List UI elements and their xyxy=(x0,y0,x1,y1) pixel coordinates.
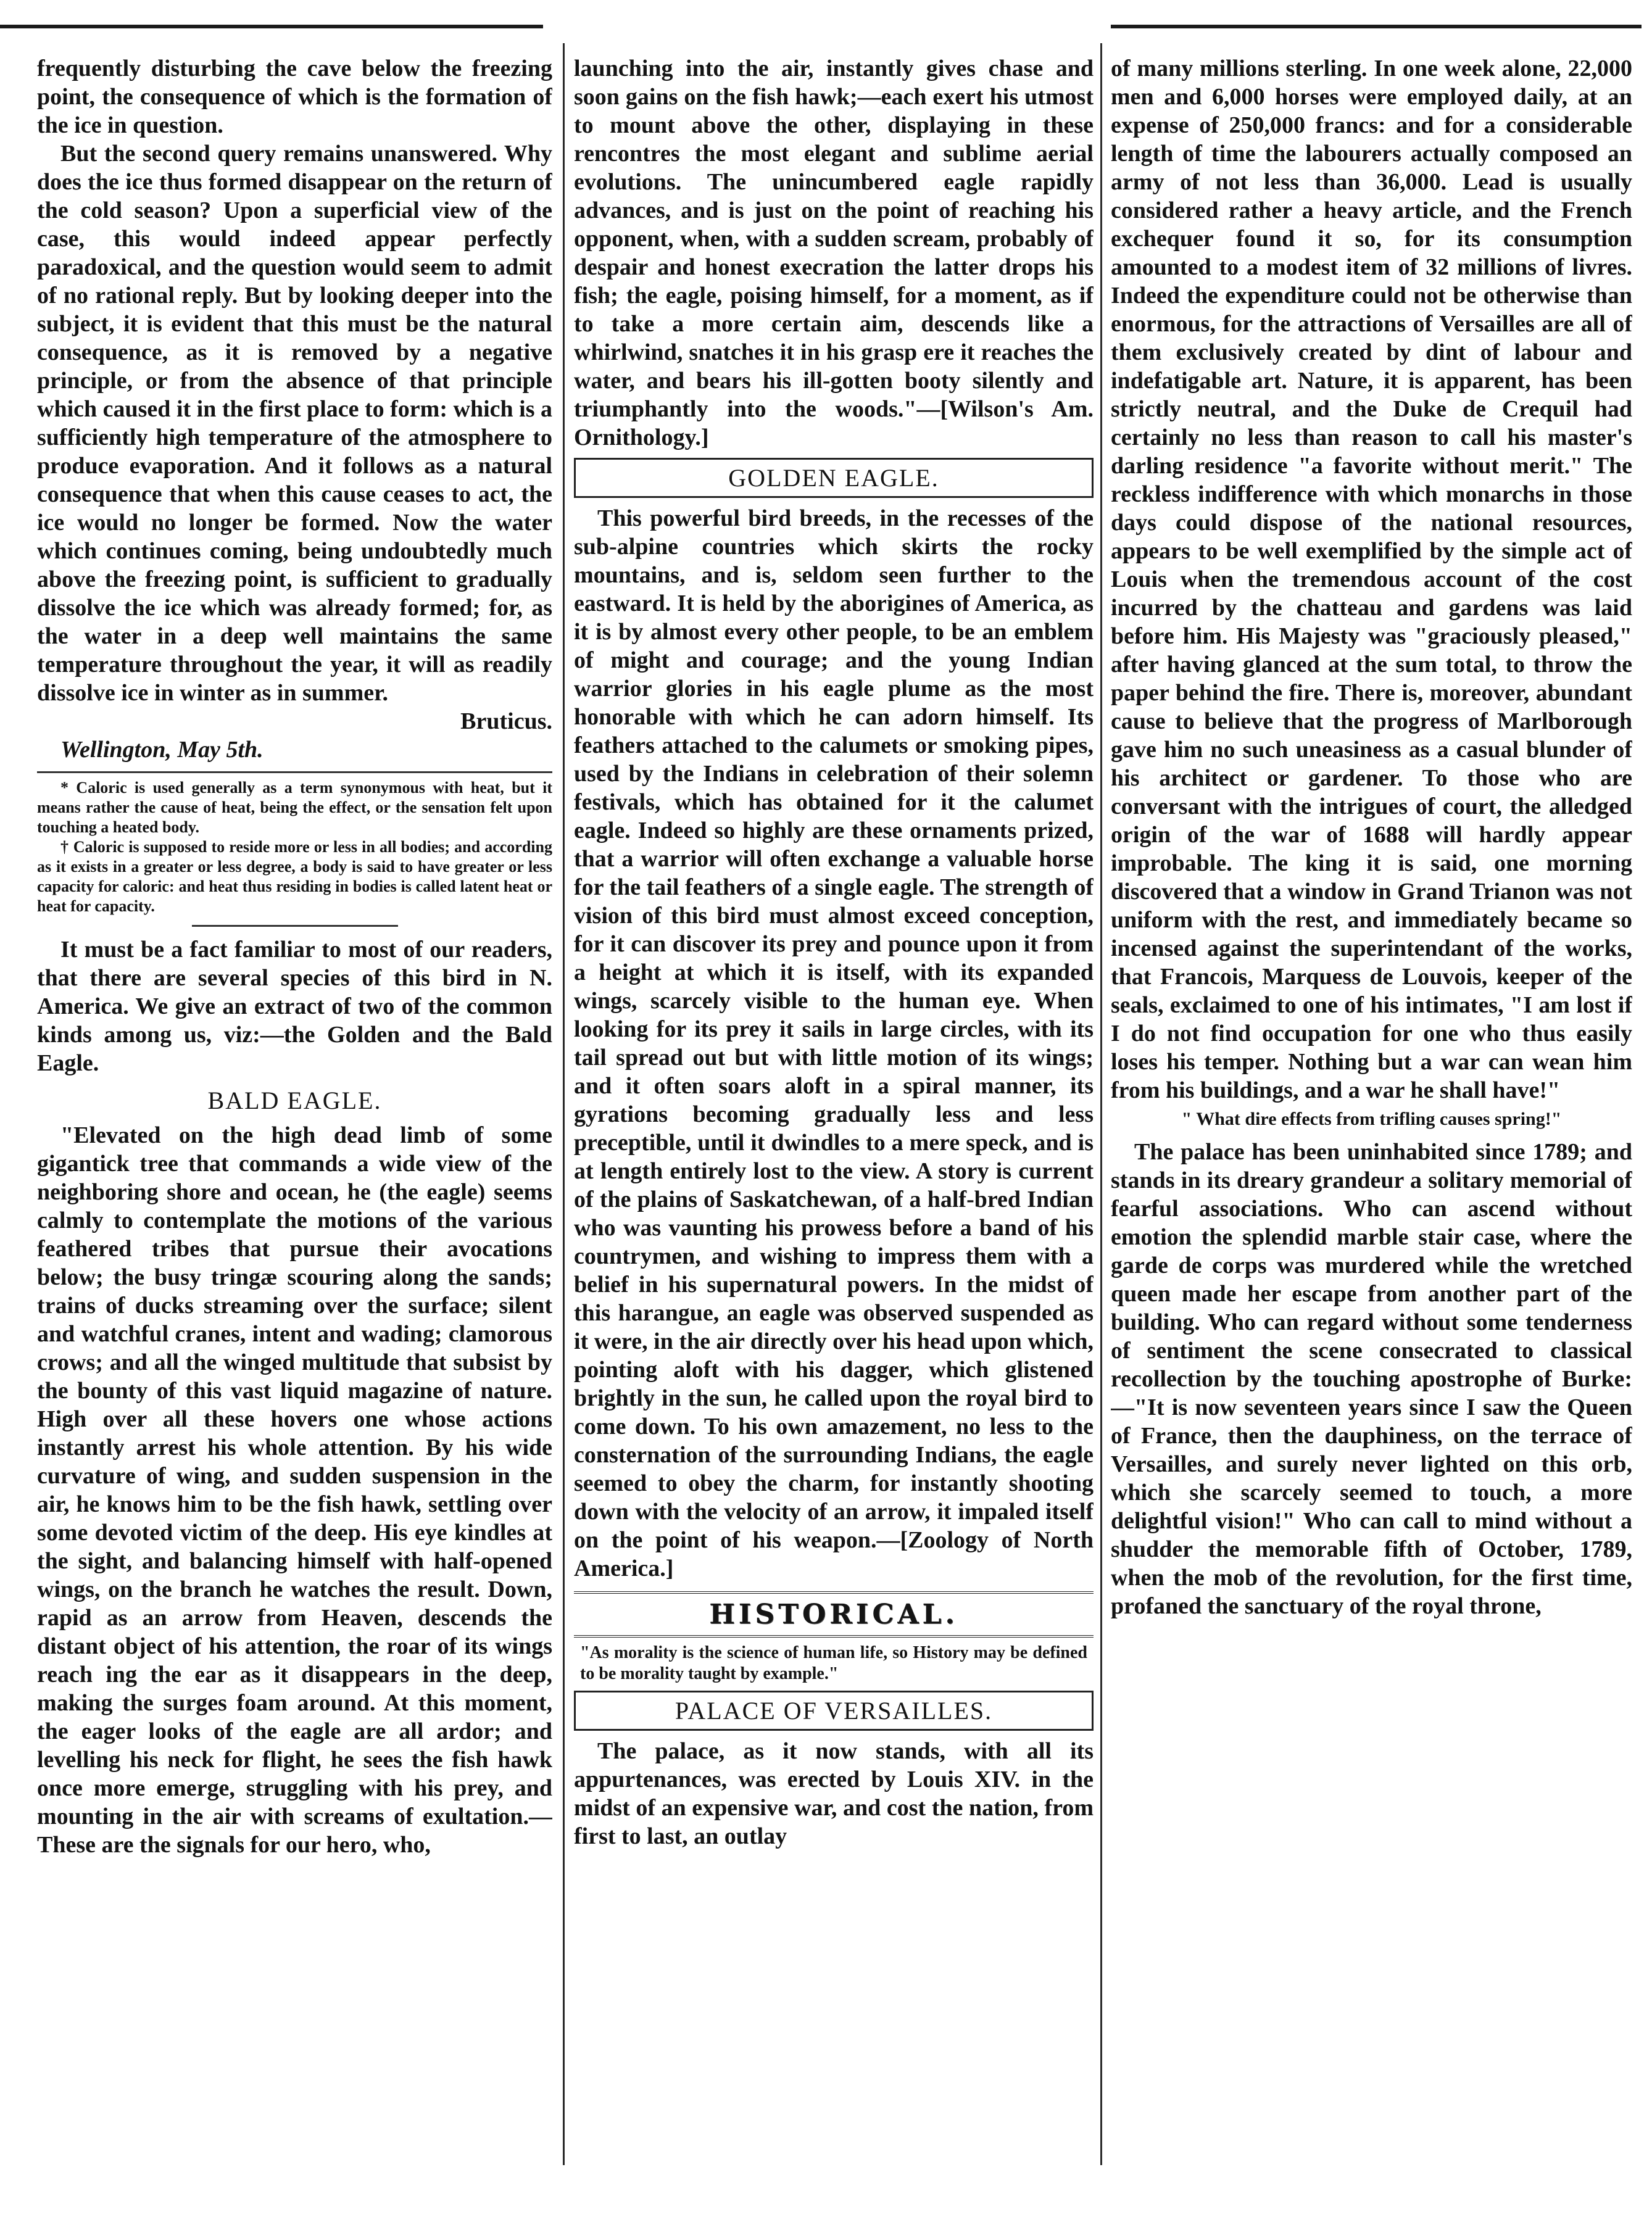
top-rule-right xyxy=(1111,25,1642,28)
bald-eagle-text: "Elevated on the high dead limb of some gigantick tree that commands a wide view of the neighboring shore and ocean, he (the eagle) seems calmly to contemplate the motions of the various feathered tribes that pursue their avocations below; the busy tringæ scouring along the sands; trains of ducks streaming over the surface; silent and watchful cranes, intent and wading; clamorous crows; and all the winged multitude that subsist by the bounty of this vast liquid magazine of nature. High over all these hovers one whose actions instantly arrest his whole attention. By his wide curvature of wing, and sudden suspension in the air, he knows him to be the fish hawk, settling over some devoted victim of the deep. His eye kindles at the sight, and balancing himself with half-opened wings, on the branch he watches the result. Down, rapid as an arrow from Heaven, descends the distant object of his attention, the roar of its wings reach ing the ear as it disappears in the deep, making the surges foam around. At this moment, the eager looks of the eagle are all ardor; and levelling his neck for flight, he sees the fish hawk once more emerge, struggling with his prey, and mounting in the air with screams of exultation.—These are the signals for our hero, who, xyxy=(37,1122,552,1858)
versailles-text: The palace, as it now stands, with all its appurtenances, was erected by Louis XIV. in the midst of an expensive war, and cost the nation, from first to last, an outlay xyxy=(574,1738,1094,1849)
eagle-intro: It must be a fact familiar to most of our readers, that there are several species of this bird in N. America. We give an extract of two of the common kinds among us, viz:—the Golden and the Bald Eagle. xyxy=(37,937,552,1076)
versailles-continued: of many millions sterling. In one week alone, 22,000 men and 6,000 horses were employed daily, at an expense of 250,000 francs: and for a considerable length of time the labourers actually composed an army of not less than 36,000. Lead is usually considered rather a heavy article, and the French exchequer found it so, for its consumption amounted to a modest item of 32 millions of livres. Indeed the expenditure could not be otherwise than enormous, for the attractions of Versailles are all of them exclusively created by dint of labour and indefatigable art. Nature, it is apparent, has been strictly neutral, and the Duke de Crequil had certainly no less than reason to call his master's darling residence "a favorite without merit." The reckless indifference with which monarchs in those days could dispose of the national resources, appears to be well exemplified by the simple act of Louis when the tremendous account of the cost incurred by the chatteau and gardens was laid before him. His Majesty was "graciously pleased," after having glanced at the sum total, to throw the paper behind the fire. There is, moreover, abundant cause to believe that the progress of Marlborough gave him no such uneasiness as a casual blunder of his architect or gardener. To those who are conversant with the intrigues of court, the alledged origin of the war of 1688 will hardly appear improbable. The king it is said, one morning discovered that a window in Grand Trianon was not uniform with the rest, and immediately became so incensed against the superintendant of the works, that Francois, Marquess de Louvois, keeper of the seals, exclaimed to one of his intimates, "I am lost if I do not find occupation for one who thus easily loses his temper. Nothing but a war can wean him from his buildings, and a war he shall have!" xyxy=(1111,56,1632,1103)
bald-eagle-heading: BALD EAGLE. xyxy=(207,1087,382,1114)
column-divider-2 xyxy=(1100,43,1102,2165)
golden-eagle-text: This powerful bird breeds, in the recesses of the sub-alpine countries which skirts the rocky mountains, and is, seldom seen further to the eastward. It is held by the aborigines of America, as it is by almost every other people, to be an emblem of might and courage; and the young Indian warrior glories in his eagle plume as the most honorable with which he can adorn himself. Its feathers attached to the calumets or smoking pipes, used by the Indians in celebration of their solemn festivals, which has obtained for it the calumet eagle. Indeed so highly are these ornaments prized, that a warrior will often exchange a valuable horse for the tail feathers of a single eagle. The strength of vision of this bird must almost exceed conception, for it can discover its prey and pounce upon it from a height at which it is itself, with its expanded wings, scarcely visible to the human eye. When looking for its prey it sails in large circles, with its tail spread out but with little motion of its wings; and it often soars aloft in a spiral manner, its gyrations becoming gradually less and less preceptible, until it dwindles to a mere speck, and is at length entirely lost to the view. A story is current of the plains of Saskatchewan, of a half-bred Indian who was vaunting his prowess before a band of his countrymen, and wishing to impress them with a belief in his supernatural powers. In the midst of this harangue, an eagle was observed suspended as it were, in the air directly over his head upon which, pointing aloft with his dagger, which glistened brightly in the sun, he called upon the royal bird to come down. To his own amazement, no less to the consternation of the surrounding Indians, the eagle seemed to obey the charm, for instantly shooting down with the velocity of an arrow, it impaled itself on the point of his weapon.—[Zoology of North America.] xyxy=(574,505,1094,1581)
author-signature: Bruticus. xyxy=(460,708,552,734)
ice-article-paragraph: But the second query remains unanswered. Why does the ice thus formed disappear on the return of the cold season? Upon a superficial view of the case, this would indeed appear perfectly paradoxical, and the question would seem to admit of no rational reply. But by looking deeper into the subject, it is evident that this must be the natural consequence, as it is removed by a negative principle, or from the absence of that principle which caused it in the first place to form: which is a sufficiently high temperature of the atmosphere to produce evaporation. And it follows as a natural consequence that when this cause ceases to act, the ice would no longer be formed. Now the water which continues coming, being undoubtedly much above the freezing point, is sufficient to gradually dissolve the ice which was already formed; for, as the water in a deep well maintains the same temperature throughout the year, it will as readily dissolve ice in winter as in summer. xyxy=(37,141,552,706)
golden-eagle-heading: GOLDEN EAGLE. xyxy=(728,464,939,492)
bald-eagle-continued: launching into the air, instantly gives chase and soon gains on the fish hawk;—each exert his utmost to mount above the other, displaying in these rencontres the most elegant and sublime aerial evolutions. The unincumbered eagle rapidly advances, and is just on the point of reaching his opponent, when, with a sudden scream, probably of despair and honest execration the latter drops his fish; the eagle, poising himself, for a moment, as if to take a more certain aim, descends like a whirlwind, snatches it in his grasp ere it reaches the water, and bears his ill-gotten booty silently and triumphantly into the woods."—[Wilson's Am. Ornithology.] xyxy=(574,56,1094,450)
historical-banner: HISTORICAL. xyxy=(574,1591,1094,1638)
top-rule-left xyxy=(0,25,543,28)
dateline: Wellington, May 5th. xyxy=(60,737,264,763)
versailles-heading: PALACE OF VERSAILLES. xyxy=(674,1697,993,1725)
ice-article-continued: frequently disturbing the cave below the freezing point, the consequence of which is the formation of the ice in question. xyxy=(37,56,552,138)
footnotes xyxy=(37,771,552,916)
footnote-2: † Caloric is supposed to reside more or less in all bodies; and according as it exists in a greater or less degree, a body is said to have greater or less capacity for caloric: and heat thus residing in bodies is called latent heat or heat for capacity. xyxy=(37,838,552,915)
column-3 xyxy=(1111,54,1632,2140)
column-2 xyxy=(574,54,1094,2140)
column-divider-1 xyxy=(563,43,565,2165)
section-divider xyxy=(192,925,398,927)
versailles-closing: The palace has been uninhabited since 1789; and stands in its dreary grandeur a solitary memorial of fearful associations. Who can ascend without emotion the splendid marble stair case, where the garde de corps was murdered while the wretched queen made her escape from another part of the building. Who can regard without some tenderness of sentiment the scene consecrated to classical recollection by the touching apostrophe of Burke: —"It is now seventeen years since I saw the Queen of France, then the dauphiness, on the terrace of Versailles, and surely never lighted on this orb, which she scarcely seemed to touch, a more delightful vision!" Who can call to mind without a shudder the memorable fifth of October, 1789, when the mob of the revolution, for the first time, profaned the sanctuary of the royal throne, xyxy=(1111,1139,1632,1619)
golden-eagle-heading-box xyxy=(574,458,1094,498)
versailles-heading-box xyxy=(574,1691,1094,1731)
column-1 xyxy=(37,54,552,2140)
pope-quote: " What dire effects from trifling causes spring!" xyxy=(1181,1109,1562,1129)
footnote-1: * Caloric is used generally as a term synonymous with heat, but it means rather the cause of heat, being the effect, or the sensation felt upon touching a heated body. xyxy=(37,779,552,836)
history-motto: "As morality is the science of human life, so History may be defined to be morality taught by example." xyxy=(580,1643,1087,1683)
